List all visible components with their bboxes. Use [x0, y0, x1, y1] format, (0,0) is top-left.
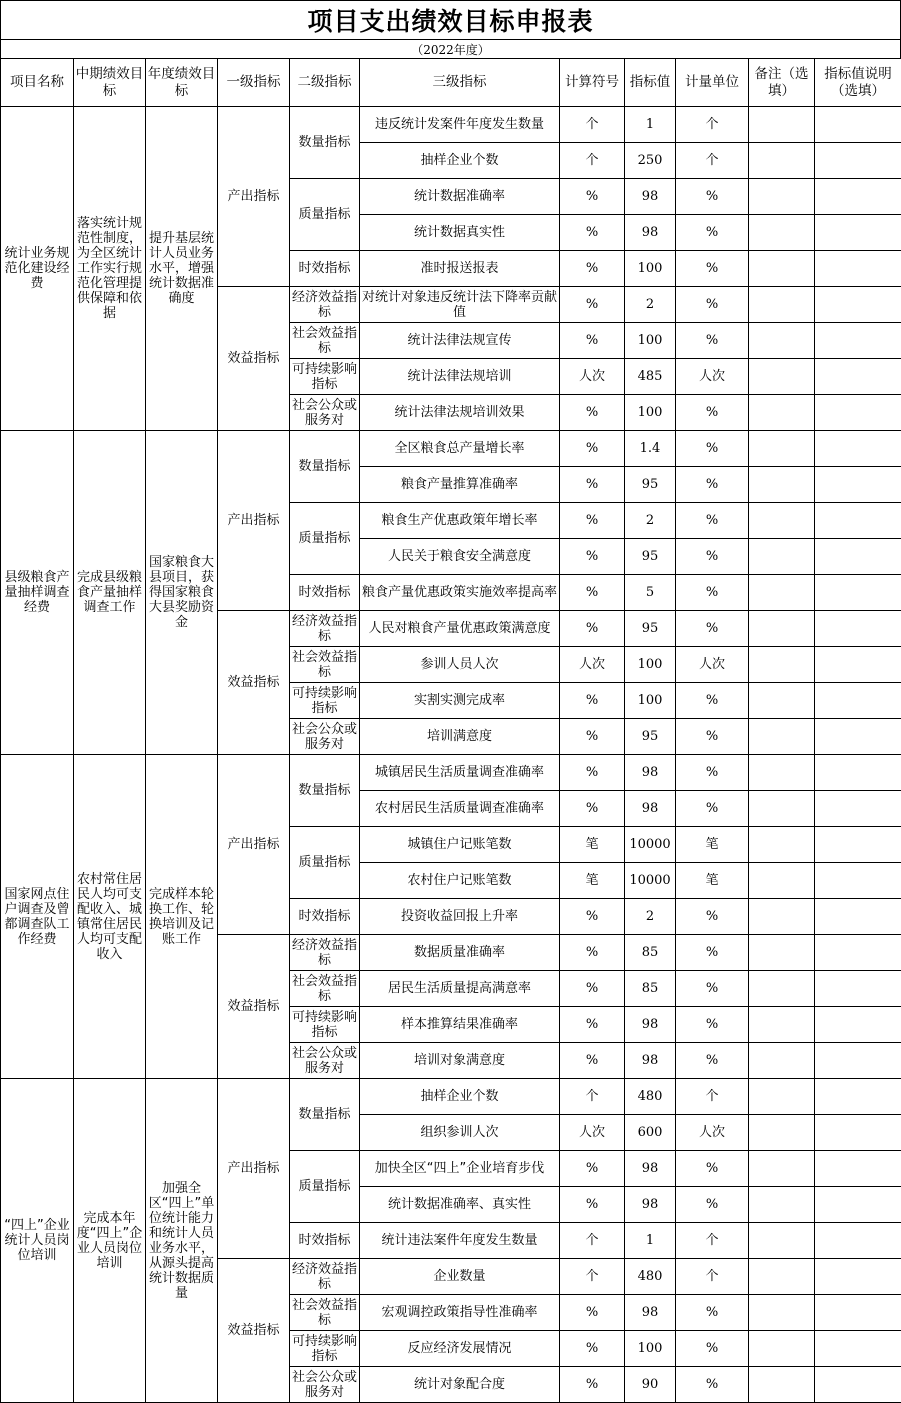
level3-cell: 组织参训人次	[360, 1115, 560, 1151]
unit-cell: 个	[676, 107, 749, 143]
level3-cell: 城镇住户记账笔数	[360, 827, 560, 863]
symbol-cell: 个	[560, 1223, 625, 1259]
remark-cell	[749, 179, 815, 215]
level2-cell: 可持续影响指标	[290, 359, 360, 395]
value-cell: 95	[625, 467, 676, 503]
unit-cell: %	[676, 215, 749, 251]
level3-cell: 全区粮食总产量增长率	[360, 431, 560, 467]
remark-cell	[749, 647, 815, 683]
header-value: 指标值	[625, 59, 676, 107]
symbol-cell: 个	[560, 143, 625, 179]
remark-cell	[749, 1367, 815, 1403]
symbol-cell: 个	[560, 1079, 625, 1115]
value-note-cell	[815, 755, 901, 791]
level3-cell: 居民生活质量提高满意率	[360, 971, 560, 1007]
project-name-cell: 国家网点住户调查及曾都调查队工作经费	[1, 755, 74, 1079]
unit-cell: %	[676, 719, 749, 755]
remark-cell	[749, 287, 815, 323]
symbol-cell: %	[560, 467, 625, 503]
remark-cell	[749, 431, 815, 467]
unit-cell: 人次	[676, 647, 749, 683]
header-value-note: 指标值说明（选填）	[815, 59, 901, 107]
level2-cell: 数量指标	[290, 1079, 360, 1151]
unit-cell: 个	[676, 1079, 749, 1115]
value-cell: 2	[625, 287, 676, 323]
remark-cell	[749, 611, 815, 647]
value-note-cell	[815, 251, 901, 287]
level3-cell: 统计数据真实性	[360, 215, 560, 251]
value-cell: 480	[625, 1259, 676, 1295]
level2-cell: 时效指标	[290, 575, 360, 611]
value-note-cell	[815, 287, 901, 323]
level2-cell: 数量指标	[290, 755, 360, 827]
level2-cell: 时效指标	[290, 1223, 360, 1259]
header-project-name: 项目名称	[1, 59, 74, 107]
unit-cell: 人次	[676, 1115, 749, 1151]
level3-cell: 统计法律法规宣传	[360, 323, 560, 359]
symbol-cell: %	[560, 503, 625, 539]
value-cell: 1.4	[625, 431, 676, 467]
header-annual-goal: 年度绩效目标	[146, 59, 218, 107]
unit-cell: %	[676, 287, 749, 323]
table-row	[1, 107, 901, 143]
symbol-cell: %	[560, 251, 625, 287]
level3-cell: 样本推算结果准确率	[360, 1007, 560, 1043]
level2-cell: 经济效益指标	[290, 1259, 360, 1295]
level3-cell: 城镇居民生活质量调查准确率	[360, 755, 560, 791]
project-name-cell: 县级粮食产量抽样调查经费	[1, 431, 74, 755]
remark-cell	[749, 1043, 815, 1079]
mid-goal-cell: 落实统计规范性制度，为全区统计工作实行规范化管理提供保障和依据	[74, 107, 146, 431]
unit-cell: 个	[676, 143, 749, 179]
level2-cell: 社会效益指标	[290, 971, 360, 1007]
unit-cell: 个	[676, 1259, 749, 1295]
value-note-cell	[815, 395, 901, 431]
symbol-cell: %	[560, 1151, 625, 1187]
unit-cell: %	[676, 179, 749, 215]
annual-goal-cell: 加强全区“四上”单位统计能力和统计人员业务水平，从源头提高统计数据质量	[146, 1079, 218, 1403]
level2-cell: 社会公众或服务对	[290, 1367, 360, 1403]
symbol-cell: %	[560, 575, 625, 611]
remark-cell	[749, 1295, 815, 1331]
value-cell: 85	[625, 935, 676, 971]
value-note-cell	[815, 503, 901, 539]
unit-cell: %	[676, 755, 749, 791]
value-note-cell	[815, 1295, 901, 1331]
remark-cell	[749, 1151, 815, 1187]
level2-cell: 经济效益指标	[290, 287, 360, 323]
value-note-cell	[815, 863, 901, 899]
level2-cell: 社会公众或服务对	[290, 719, 360, 755]
value-note-cell	[815, 1187, 901, 1223]
level1-output-cell: 产出指标	[218, 431, 290, 611]
level3-cell: 统计数据准确率、真实性	[360, 1187, 560, 1223]
unit-cell: %	[676, 323, 749, 359]
symbol-cell: %	[560, 683, 625, 719]
symbol-cell: %	[560, 1043, 625, 1079]
level2-cell: 数量指标	[290, 107, 360, 179]
project-name-cell: “四上”企业统计人员岗位培训	[1, 1079, 74, 1403]
remark-cell	[749, 935, 815, 971]
remark-cell	[749, 971, 815, 1007]
symbol-cell: 个	[560, 1259, 625, 1295]
value-note-cell	[815, 827, 901, 863]
value-note-cell	[815, 431, 901, 467]
remark-cell	[749, 1007, 815, 1043]
unit-cell: %	[676, 503, 749, 539]
value-cell: 100	[625, 1331, 676, 1367]
symbol-cell: %	[560, 395, 625, 431]
value-cell: 100	[625, 395, 676, 431]
value-cell: 2	[625, 503, 676, 539]
unit-cell: 笔	[676, 827, 749, 863]
level3-cell: 抽样企业个数	[360, 143, 560, 179]
unit-cell: %	[676, 935, 749, 971]
value-cell: 98	[625, 791, 676, 827]
header-remark: 备注（选填）	[749, 59, 815, 107]
symbol-cell: %	[560, 1007, 625, 1043]
header-symbol: 计算符号	[560, 59, 625, 107]
remark-cell	[749, 503, 815, 539]
remark-cell	[749, 1115, 815, 1151]
level1-benefit-cell: 效益指标	[218, 611, 290, 755]
value-note-cell	[815, 143, 901, 179]
header-unit: 计量单位	[676, 59, 749, 107]
symbol-cell: %	[560, 935, 625, 971]
value-note-cell	[815, 935, 901, 971]
symbol-cell: %	[560, 971, 625, 1007]
level2-cell: 可持续影响指标	[290, 1007, 360, 1043]
value-note-cell	[815, 1331, 901, 1367]
level1-benefit-cell: 效益指标	[218, 1259, 290, 1403]
value-note-cell	[815, 179, 901, 215]
unit-cell: %	[676, 575, 749, 611]
level2-cell: 社会效益指标	[290, 647, 360, 683]
level2-cell: 质量指标	[290, 179, 360, 251]
level2-cell: 社会效益指标	[290, 323, 360, 359]
value-note-cell	[815, 1367, 901, 1403]
remark-cell	[749, 575, 815, 611]
remark-cell	[749, 827, 815, 863]
remark-cell	[749, 1079, 815, 1115]
annual-goal-cell: 国家粮食大县项目，获得国家粮食大县奖励资金	[146, 431, 218, 755]
unit-cell: %	[676, 1151, 749, 1187]
unit-cell: %	[676, 539, 749, 575]
level3-cell: 违反统计发案件年度发生数量	[360, 107, 560, 143]
level2-cell: 可持续影响指标	[290, 683, 360, 719]
symbol-cell: %	[560, 287, 625, 323]
level3-cell: 粮食产量推算准确率	[360, 467, 560, 503]
remark-cell	[749, 323, 815, 359]
remark-cell	[749, 1187, 815, 1223]
level2-cell: 质量指标	[290, 827, 360, 899]
project-name-cell: 统计业务规范化建设经费	[1, 107, 74, 431]
level3-cell: 人民关于粮食安全满意度	[360, 539, 560, 575]
level2-cell: 经济效益指标	[290, 935, 360, 971]
value-note-cell	[815, 899, 901, 935]
remark-cell	[749, 899, 815, 935]
table-header-row	[1, 59, 901, 107]
level3-cell: 统计对象配合度	[360, 1367, 560, 1403]
value-cell: 1	[625, 107, 676, 143]
symbol-cell: %	[560, 1187, 625, 1223]
symbol-cell: 个	[560, 107, 625, 143]
value-note-cell	[815, 1043, 901, 1079]
level3-cell: 反应经济发展情况	[360, 1331, 560, 1367]
table-row	[1, 431, 901, 467]
level1-benefit-cell: 效益指标	[218, 287, 290, 431]
level3-cell: 粮食产量优惠政策实施效率提高率	[360, 575, 560, 611]
value-note-cell	[815, 1115, 901, 1151]
value-note-cell	[815, 467, 901, 503]
value-cell: 100	[625, 683, 676, 719]
annual-goal-cell: 完成样本轮换工作、轮换培训及记账工作	[146, 755, 218, 1079]
value-note-cell	[815, 575, 901, 611]
unit-cell: %	[676, 683, 749, 719]
value-note-cell	[815, 1079, 901, 1115]
value-cell: 2	[625, 899, 676, 935]
level3-cell: 统计数据准确率	[360, 179, 560, 215]
unit-cell: %	[676, 1043, 749, 1079]
symbol-cell: %	[560, 539, 625, 575]
level3-cell: 农村住户记账笔数	[360, 863, 560, 899]
symbol-cell: 笔	[560, 863, 625, 899]
value-cell: 98	[625, 1295, 676, 1331]
level1-output-cell: 产出指标	[218, 107, 290, 287]
value-note-cell	[815, 323, 901, 359]
remark-cell	[749, 791, 815, 827]
level3-cell: 培训满意度	[360, 719, 560, 755]
value-cell: 600	[625, 1115, 676, 1151]
symbol-cell: %	[560, 431, 625, 467]
unit-cell: %	[676, 1007, 749, 1043]
value-note-cell	[815, 1223, 901, 1259]
value-cell: 98	[625, 1007, 676, 1043]
value-cell: 98	[625, 755, 676, 791]
value-cell: 95	[625, 539, 676, 575]
symbol-cell: 人次	[560, 359, 625, 395]
unit-cell: %	[676, 1367, 749, 1403]
symbol-cell: %	[560, 791, 625, 827]
remark-cell	[749, 683, 815, 719]
value-note-cell	[815, 647, 901, 683]
remark-cell	[749, 539, 815, 575]
level3-cell: 农村居民生活质量调查准确率	[360, 791, 560, 827]
unit-cell: 人次	[676, 359, 749, 395]
unit-cell: %	[676, 431, 749, 467]
value-cell: 98	[625, 215, 676, 251]
value-cell: 100	[625, 251, 676, 287]
mid-goal-cell: 完成本年度“四上”企业人员岗位培训	[74, 1079, 146, 1403]
value-note-cell	[815, 359, 901, 395]
remark-cell	[749, 251, 815, 287]
unit-cell: %	[676, 467, 749, 503]
level3-cell: 参训人员人次	[360, 647, 560, 683]
symbol-cell: %	[560, 719, 625, 755]
value-cell: 1	[625, 1223, 676, 1259]
value-note-cell	[815, 1007, 901, 1043]
unit-cell: %	[676, 1295, 749, 1331]
symbol-cell: %	[560, 755, 625, 791]
value-cell: 95	[625, 719, 676, 755]
unit-cell: %	[676, 899, 749, 935]
unit-cell: 个	[676, 1223, 749, 1259]
value-cell: 10000	[625, 863, 676, 899]
value-note-cell	[815, 683, 901, 719]
level3-cell: 投资收益回报上升率	[360, 899, 560, 935]
level3-cell: 加快全区“四上”企业培育步伐	[360, 1151, 560, 1187]
level1-output-cell: 产出指标	[218, 755, 290, 935]
remark-cell	[749, 467, 815, 503]
page-title: 项目支出绩效目标申报表	[0, 0, 901, 39]
level3-cell: 统计违法案件年度发生数量	[360, 1223, 560, 1259]
remark-cell	[749, 143, 815, 179]
value-note-cell	[815, 1259, 901, 1295]
level2-cell: 质量指标	[290, 503, 360, 575]
value-cell: 485	[625, 359, 676, 395]
remark-cell	[749, 215, 815, 251]
level3-cell: 培训对象满意度	[360, 1043, 560, 1079]
level1-output-cell: 产出指标	[218, 1079, 290, 1259]
unit-cell: %	[676, 251, 749, 287]
value-note-cell	[815, 971, 901, 1007]
unit-cell: 笔	[676, 863, 749, 899]
value-cell: 98	[625, 1187, 676, 1223]
symbol-cell: %	[560, 179, 625, 215]
remark-cell	[749, 719, 815, 755]
unit-cell: %	[676, 611, 749, 647]
level2-cell: 社会公众或服务对	[290, 1043, 360, 1079]
value-cell: 250	[625, 143, 676, 179]
level3-cell: 抽样企业个数	[360, 1079, 560, 1115]
symbol-cell: %	[560, 215, 625, 251]
value-cell: 100	[625, 647, 676, 683]
annual-goal-cell: 提升基层统计人员业务水平，增强统计数据准确度	[146, 107, 218, 431]
level2-cell: 时效指标	[290, 899, 360, 935]
level2-cell: 质量指标	[290, 1151, 360, 1223]
level3-cell: 统计法律法规培训效果	[360, 395, 560, 431]
level3-cell: 宏观调控政策指导性准确率	[360, 1295, 560, 1331]
value-note-cell	[815, 1151, 901, 1187]
report-year: （2022年度）	[0, 39, 901, 58]
value-note-cell	[815, 719, 901, 755]
level3-cell: 企业数量	[360, 1259, 560, 1295]
remark-cell	[749, 1331, 815, 1367]
level2-cell: 社会公众或服务对	[290, 395, 360, 431]
value-note-cell	[815, 107, 901, 143]
remark-cell	[749, 359, 815, 395]
remark-cell	[749, 1259, 815, 1295]
header-level1: 一级指标	[218, 59, 290, 107]
symbol-cell: 笔	[560, 827, 625, 863]
unit-cell: %	[676, 395, 749, 431]
value-cell: 98	[625, 179, 676, 215]
level3-cell: 粮食生产优惠政策年增长率	[360, 503, 560, 539]
performance-target-table	[0, 58, 901, 1403]
symbol-cell: %	[560, 1295, 625, 1331]
level3-cell: 统计法律法规培训	[360, 359, 560, 395]
remark-cell	[749, 755, 815, 791]
mid-goal-cell: 完成县级粮食产量抽样调查工作	[74, 431, 146, 755]
symbol-cell: %	[560, 323, 625, 359]
value-cell: 98	[625, 1043, 676, 1079]
level2-cell: 可持续影响指标	[290, 1331, 360, 1367]
level3-cell: 数据质量准确率	[360, 935, 560, 971]
value-note-cell	[815, 539, 901, 575]
level2-cell: 时效指标	[290, 251, 360, 287]
remark-cell	[749, 107, 815, 143]
value-cell: 85	[625, 971, 676, 1007]
table-row	[1, 755, 901, 791]
level2-cell: 数量指标	[290, 431, 360, 503]
level2-cell: 经济效益指标	[290, 611, 360, 647]
header-mid-goal: 中期绩效目标	[74, 59, 146, 107]
value-note-cell	[815, 611, 901, 647]
symbol-cell: 人次	[560, 647, 625, 683]
value-cell: 95	[625, 611, 676, 647]
symbol-cell: 人次	[560, 1115, 625, 1151]
remark-cell	[749, 1223, 815, 1259]
value-cell: 98	[625, 1151, 676, 1187]
level3-cell: 人民对粮食产量优惠政策满意度	[360, 611, 560, 647]
level2-cell: 社会效益指标	[290, 1295, 360, 1331]
level1-benefit-cell: 效益指标	[218, 935, 290, 1079]
symbol-cell: %	[560, 1367, 625, 1403]
level3-cell: 对统计对象违反统计法下降率贡献值	[360, 287, 560, 323]
unit-cell: %	[676, 791, 749, 827]
remark-cell	[749, 863, 815, 899]
remark-cell	[749, 395, 815, 431]
unit-cell: %	[676, 971, 749, 1007]
level3-cell: 实割实测完成率	[360, 683, 560, 719]
unit-cell: %	[676, 1187, 749, 1223]
level3-cell: 准时报送报表	[360, 251, 560, 287]
unit-cell: %	[676, 1331, 749, 1367]
symbol-cell: %	[560, 611, 625, 647]
value-cell: 90	[625, 1367, 676, 1403]
value-cell: 480	[625, 1079, 676, 1115]
symbol-cell: %	[560, 899, 625, 935]
value-cell: 100	[625, 323, 676, 359]
header-level2: 二级指标	[290, 59, 360, 107]
value-note-cell	[815, 791, 901, 827]
value-cell: 5	[625, 575, 676, 611]
value-cell: 10000	[625, 827, 676, 863]
mid-goal-cell: 农村常住居民人均可支配收入、城镇常住居民人均可支配收入	[74, 755, 146, 1079]
symbol-cell: %	[560, 1331, 625, 1367]
table-row	[1, 1079, 901, 1115]
value-note-cell	[815, 215, 901, 251]
header-level3: 三级指标	[360, 59, 560, 107]
